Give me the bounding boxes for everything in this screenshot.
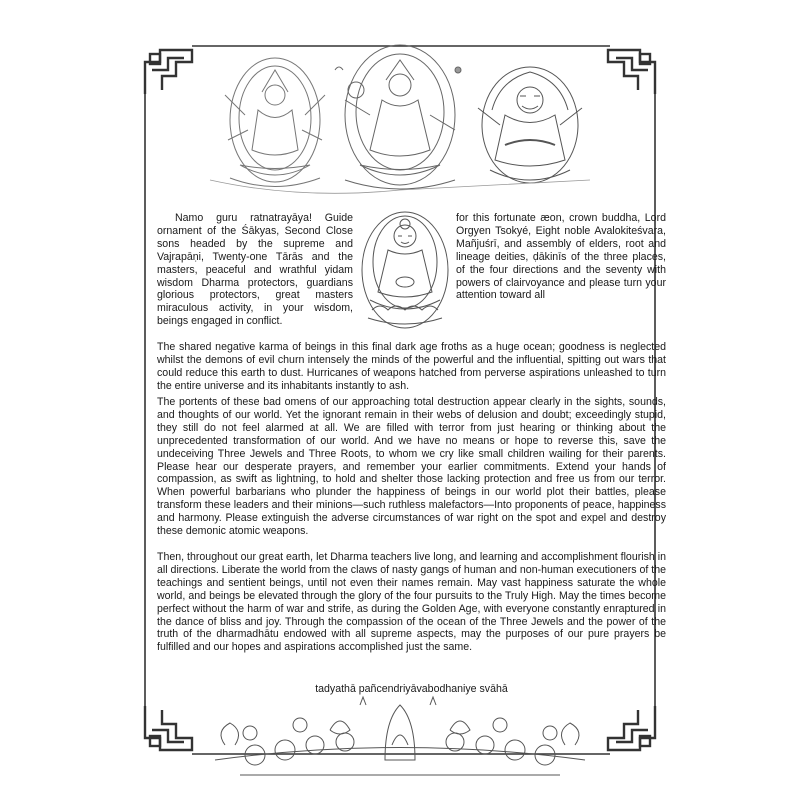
wrathful-deity-icon: [478, 67, 582, 183]
intro-left-column: Namo guru ratnatrayāya! Guide ornament of the Śākyas, Second Close sons headed by the supreme and Vajrapāṇi, Twenty-one Tārās and the masters, peaceful and wrathful yidam wisdom Dharma protectors, guardians glorious protectors, great masters miraculous activity, in your wisdom, beings engaged in conflict.: [157, 212, 353, 328]
avalokiteshvara-icon: [225, 58, 325, 187]
offering-bowls-icon: [215, 697, 585, 775]
paragraph-3: Then, throughout our great earth, let Dharma teachers live long, and learning and accomplishment flourish in all directions. Liberate the world from the claws of nasty gangs of human and non-human executioners of the teachings and sentient beings, until not even their names remain. May vast happiness saturate the whole world, and beings be elevated through the glory of the four pursuits to the Truly High. May the times become perfect without the harm of war and strife, as during the Golden Age, with everyone constantly enraptured in the dance of bliss and joy. Through the compassion of the ocean of the Three Jewels and the power of the truth of the dharmadhātu endowed with all supreme aspects, may the purposes of our pure prayers be fulfilled and our hopes and aspirations accomplished just the same.: [157, 551, 666, 654]
endless-knot-corner-icon: [145, 706, 192, 750]
buddha-icon: [362, 212, 448, 328]
endless-knot-corner-icon: [608, 50, 655, 94]
endless-knot-corner-icon: [145, 50, 192, 94]
tara-icon: [335, 45, 461, 189]
mantra-line: tadyathā pañcendriyāvabodhaniye svāhā: [315, 683, 508, 695]
endless-knot-corner-icon: [608, 706, 655, 750]
paragraph-2: The portents of these bad omens of our approaching total destruction appear clearly in the sights, sounds, and thoughts of our world. Yet the ignorant remain in their webs of delusion and doubt; exceedingly stupid, they still do not feel alarmed at all. We are filled with terror from just hearing or thinking about the unprecedented transformation of our world. And we have no means or hope to reverse this, save the undeceiving Three Jewels and Three Roots, to whom we cry like small children wailing for their parents. Please hear our desperate prayers, and remember your earlier commitments. Extend your hands of compassion, as swift as lightning, to hold and shelter those lacking protection and free us from our terror. When powerful barbarians who plunder the happiness of beings in our world plot their battles, please transform these leaders and their minions—such ruthless malefactors—Into proponents of peace, happiness and harmony. Please extinguish the adverse circumstances of war right on the spot and expel and destroy these demonic atomic weapons.: [157, 396, 666, 538]
paragraph-1: The shared negative karma of beings in this final dark age froths as a huge ocean; goodness is neglected whilst the demons of evil churn intensely the minds of the powerful and the influential, spitting out wars that could reduce this earth to dust. Hurricanes of weapons hatched from perverse aspirations unleashed to turn the entire universe and its inhabitants instantly to ash.: [157, 341, 666, 392]
intro-right-column: for this fortunate æon, crown buddha, Lord Orgyen Tsokyé, Eight noble Avalokiteśvara, Mañjuśrī, and assembly of elders, root and lineage deities, ḍākinīs of the three places, of the four directions and the seventy with powers of clairvoyance and please turn your attention toward all: [456, 212, 666, 302]
